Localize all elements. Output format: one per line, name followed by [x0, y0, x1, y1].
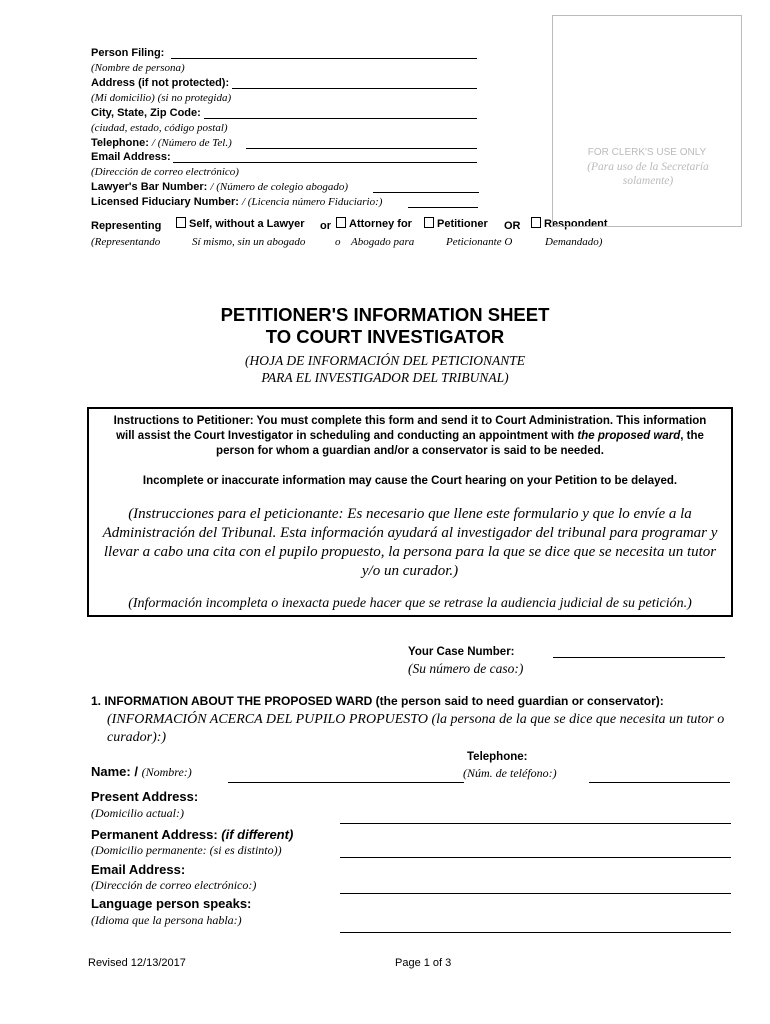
instructions-text-a: Instructions to Petitioner: You must complete this form and send it to Court Administration. This information will assist the Court Investigator in scheduling and conducting an appointment with [113, 415, 707, 442]
language-label: Language person speaks: [91, 896, 252, 911]
attorney-option [336, 217, 412, 231]
permanent-address-label: Permanent Address: [91, 827, 218, 842]
or2-label: OR [504, 220, 521, 232]
ward-name-field[interactable] [228, 782, 464, 783]
permanent-address-label-es: (Domicilio permanente: (si es distinto)) [91, 843, 282, 857]
instructions-text-c: , the person for whom a guardian and/or a conservator is said to be needed. [216, 430, 704, 457]
telephone-label: Telephone: [91, 137, 149, 149]
page-title-line-2: TO COURT INVESTIGATOR [265, 326, 505, 347]
attorney-label-es: Abogado para [351, 236, 415, 248]
petitioner-option [424, 217, 488, 231]
incomplete-warning-es: (Información incompleta o inexacta puede hacer que se retrase la audiencia judicial de su petición.) [128, 596, 692, 611]
bar-label: Lawyer's Bar Number: [91, 181, 208, 193]
section-1-heading [91, 694, 664, 708]
respondent-label: Respondent [544, 218, 608, 230]
ward-telephone-label: Telephone: [467, 751, 528, 763]
ward-name-label: Name: / [91, 764, 138, 779]
city-label-es: (ciudad, estado, código postal) [91, 122, 228, 134]
case-number-label-es: (Su número de caso:) [408, 661, 524, 676]
email-row [91, 150, 171, 164]
or-label: or [320, 220, 331, 232]
section-1-heading-note: (the person said to need guardian or conservator): [372, 694, 664, 708]
email-label: Email Address: [91, 151, 171, 163]
language-field[interactable] [340, 932, 731, 933]
representing-label: Representing [91, 220, 162, 232]
permanent-address-field[interactable] [340, 857, 731, 858]
petitioner-label: Petitioner [437, 218, 488, 230]
permanent-address-note: (if different) [221, 827, 294, 842]
present-address-label: Present Address: [91, 789, 199, 804]
person-filing-label: Person Filing: [91, 47, 165, 59]
incomplete-warning: Incomplete or inaccurate information may cause the Court hearing on your Petition to be delayed. [142, 475, 678, 487]
representing-label-es: (Representando [91, 236, 161, 248]
bar-label-es: / (Número de colegio abogado) [210, 181, 349, 193]
self-checkbox[interactable] [176, 217, 186, 228]
email-field[interactable] [173, 162, 477, 163]
person-filing-field[interactable] [171, 58, 477, 59]
clerk-use-box [552, 15, 742, 227]
revised-date: Revised 12/13/2017 [88, 957, 186, 969]
present-address-field[interactable] [340, 823, 731, 824]
page-title-es-line-1: (HOJA DE INFORMACIÓN DEL PETICIONANTE [245, 353, 525, 368]
address-field[interactable] [232, 88, 477, 89]
page-title-es-line-2: PARA EL INVESTIGADOR DEL TRIBUNAL) [261, 370, 509, 385]
telephone-field[interactable] [246, 148, 477, 149]
telephone-row [91, 136, 232, 150]
attorney-label: Attorney for [349, 218, 412, 230]
respondent-checkbox[interactable] [531, 217, 541, 228]
page-title [0, 304, 770, 348]
fiduciary-label-es: / (Licencia número Fiduciario:) [242, 196, 383, 208]
clerk-use-label: FOR CLERK'S USE ONLY [587, 147, 707, 158]
ward-telephone-label-es: (Núm. de teléfono:) [463, 766, 557, 780]
instructions-text-ward: the proposed ward [577, 430, 681, 442]
instructions-box [87, 407, 733, 617]
attorney-checkbox[interactable] [336, 217, 346, 228]
section-1-heading-text: 1. INFORMATION ABOUT THE PROPOSED WARD [91, 694, 373, 708]
email-label-es: (Dirección de correo electrónico) [91, 166, 239, 178]
city-field[interactable] [204, 118, 477, 119]
petitioner-checkbox[interactable] [424, 217, 434, 228]
fiduciary-label: Licensed Fiduciary Number: [91, 196, 239, 208]
ward-email-label: Email Address: [91, 862, 186, 877]
page-number: Page 1 of 3 [395, 957, 452, 969]
person-filing-row [91, 46, 164, 60]
bar-row [91, 180, 348, 194]
case-number-label: Your Case Number: [408, 646, 515, 658]
ward-email-field[interactable] [340, 893, 731, 894]
city-label: City, State, Zip Code: [91, 107, 201, 119]
page-title-line-1: PETITIONER'S INFORMATION SHEET [220, 304, 550, 325]
address-label: Address (if not protected): [91, 77, 230, 89]
instructions-paragraph [107, 414, 713, 459]
page-title-es [0, 352, 770, 386]
respondent-label-es: Demandado) [545, 236, 603, 248]
or-label-es: o [335, 236, 341, 248]
fiduciary-field[interactable] [408, 207, 478, 208]
bar-field[interactable] [373, 192, 479, 193]
city-row [91, 106, 201, 120]
present-address-label-es: (Domicilio actual:) [91, 806, 184, 820]
self-option [176, 217, 305, 231]
address-row [91, 76, 229, 90]
person-filing-label-es: (Nombre de persona) [91, 62, 185, 74]
self-label: Self, without a Lawyer [189, 218, 305, 230]
case-number-field[interactable] [553, 657, 725, 658]
instructions-es: (Instrucciones para el peticionante: Es necesario que llene este formulario y que lo envíe a la Administración del Tribunal. Esta información ayudará al investigador del tribunal para programar y llevar a cabo una cita con el pupilo propuesto, la persona para la que se dice que se necesita un tutor y/o un curador.) [102, 506, 718, 579]
ward-email-label-es: (Dirección de correo electrónico:) [91, 878, 257, 892]
telephone-label-es: / (Número de Tel.) [151, 137, 232, 149]
address-label-es: (Mi domicilio) (si no protegida) [91, 92, 232, 104]
ward-name-row [91, 764, 192, 780]
ward-name-label-es: (Nombre:) [141, 765, 192, 779]
ward-telephone-field[interactable] [589, 782, 730, 783]
language-label-es: (Idioma que la persona habla:) [91, 913, 242, 927]
permanent-address-row [91, 827, 293, 842]
petitioner-label-es: Peticionante O [446, 236, 513, 248]
section-1-heading-es: (INFORMACIÓN ACERCA DEL PUPILO PROPUESTO (la persona de la que se dice que necesita un tutor o curador):) [107, 712, 725, 745]
clerk-use-label-es: (Para uso de la Secretaría solamente) [587, 161, 709, 187]
fiduciary-row [91, 195, 382, 209]
self-label-es: Sí mismo, sin un abogado [192, 236, 306, 248]
